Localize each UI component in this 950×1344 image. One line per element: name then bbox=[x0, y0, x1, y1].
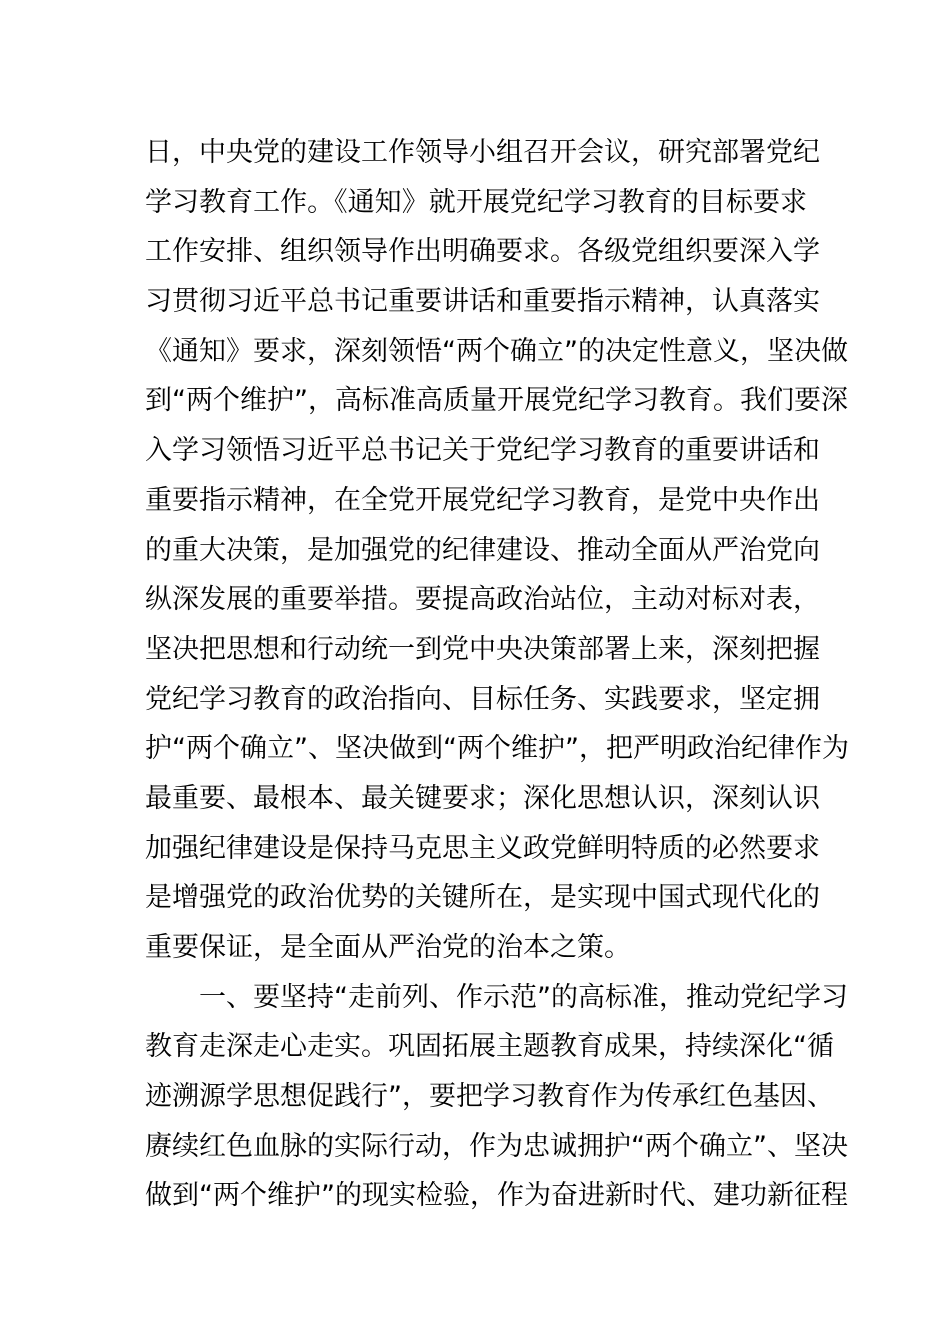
text-line: 到“两个维护”，高标准高质量开展党纪学习教育。我们要深 bbox=[145, 385, 848, 417]
document-body bbox=[145, 128, 849, 1221]
text-line: 重要保证，是全面从严治党的治本之策。 bbox=[145, 932, 631, 963]
text-line: 的重大决策，是加强党的纪律建设、推动全面从严治党向 bbox=[145, 534, 820, 566]
text-line: 赓续红色血脉的实际行动，作为忠诚拥护“两个确立”、坚决 bbox=[145, 1130, 848, 1162]
text-line: 护“两个确立”、坚决做到“两个维护”，把严明政治纪律作为 bbox=[145, 733, 849, 765]
text-line: 《通知》要求，深刻领悟“两个确立”的决定性意义，坚决做 bbox=[145, 335, 848, 367]
text-line: 坚决把思想和行动统一到党中央决策部署上来，深刻把握 bbox=[145, 633, 820, 665]
paragraph-2 bbox=[145, 973, 848, 1221]
text-line: 一、要坚持“走前列、作示范”的高标准，推动党纪学习 bbox=[199, 981, 848, 1013]
text-line: 重要指示精神，在全党开展党纪学习教育，是党中央作出 bbox=[145, 484, 820, 516]
text-line: 教育走深走心走实。巩固拓展主题教育成果，持续深化“循 bbox=[145, 1031, 834, 1063]
text-line: 入学习领悟习近平总书记关于党纪学习教育的重要讲话和 bbox=[145, 435, 820, 467]
text-line: 纵深发展的重要举措。要提高政治站位，主动对标对表， bbox=[145, 584, 820, 616]
text-line: 加强纪律建设是保持马克思主义政党鲜明特质的必然要求 bbox=[145, 832, 820, 864]
text-line: 党纪学习教育的政治指向、目标任务、实践要求，坚定拥 bbox=[145, 683, 820, 715]
text-line: 是增强党的政治优势的关键所在，是实现中国式现代化的 bbox=[145, 882, 820, 914]
text-line: 习贯彻习近平总书记重要讲话和重要指示精神，认真落实 bbox=[145, 286, 820, 318]
text-line: 最重要、最根本、最关键要求；深化思想认识，深刻认识 bbox=[145, 782, 820, 814]
text-line: 做到“两个维护”的现实检验，作为奋进新时代、建功新征程 bbox=[145, 1180, 848, 1212]
text-line: 工作安排、组织领导作出明确要求。各级党组织要深入学 bbox=[145, 236, 820, 268]
text-line: 日，中央党的建设工作领导小组召开会议，研究部署党纪 bbox=[145, 137, 820, 168]
paragraph-1 bbox=[145, 128, 849, 973]
text-line: 迹溯源学思想促践行”，要把学习教育作为传承红色基因、 bbox=[145, 1081, 834, 1113]
text-line: 学习教育工作。《通知》就开展党纪学习教育的目标要求 bbox=[145, 186, 807, 218]
